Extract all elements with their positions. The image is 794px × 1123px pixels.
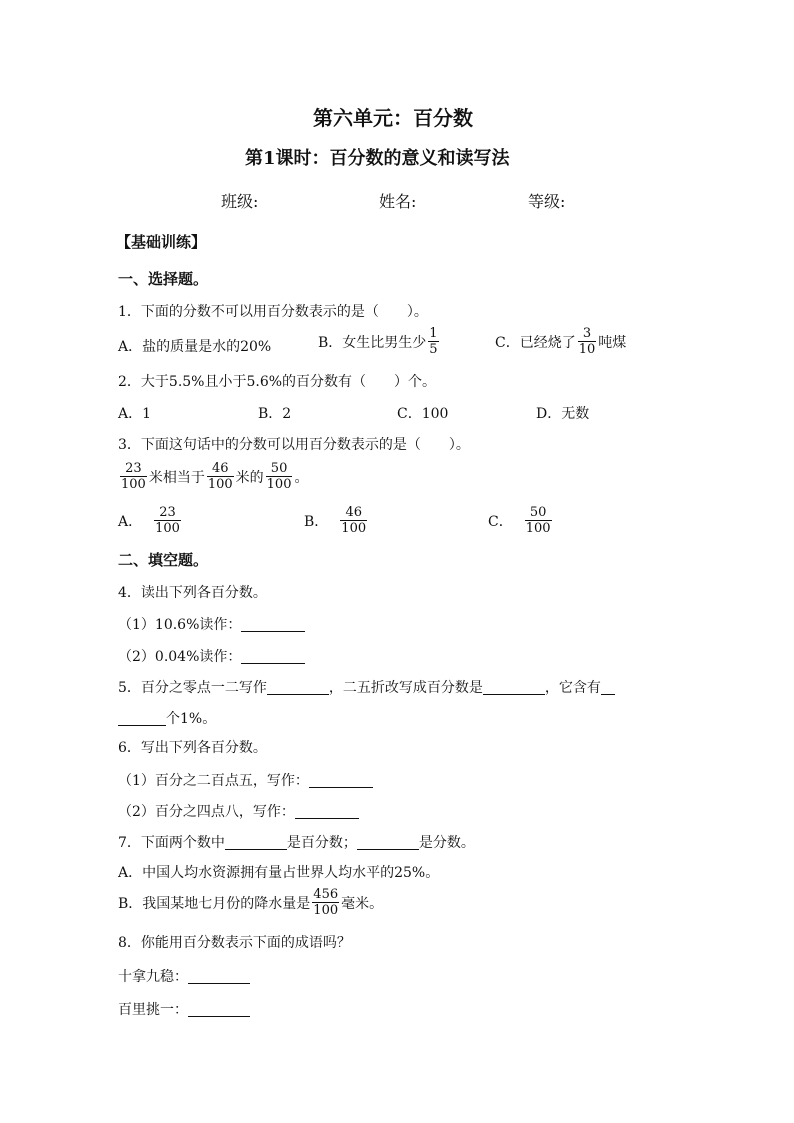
page-title: 第六单元：百分数 [313, 106, 473, 130]
lesson-subtitle: 第1课时：百分数的意义和读写法 [245, 148, 510, 169]
q3-option-c-fraction [525, 505, 552, 536]
q2-option-c: C．100 [397, 406, 449, 422]
q8-item-2 [118, 999, 250, 1019]
q1-option-c-fraction [578, 326, 597, 357]
q1-option-c-text: C．已经烧了 [495, 334, 576, 351]
q4-item-1-text: （1）10.6%读作： [118, 617, 242, 633]
q3-text-2: 米的 [235, 469, 264, 486]
answer-blank[interactable] [188, 969, 250, 984]
fraction-denominator: 100 [155, 521, 180, 536]
grade-label: 等级: [528, 192, 566, 211]
q4-item-1 [118, 614, 305, 634]
q4-item-2-text: （2）0.04%读作： [118, 649, 242, 665]
answer-blank[interactable] [601, 680, 615, 695]
fraction-denominator: 100 [266, 477, 292, 492]
q6-item-2-text: （2）百分之四点八，写作： [118, 804, 295, 820]
part-multiple-choice: 一、选择题。 [118, 270, 209, 288]
q8-item-1-text: 十拿九稳： [118, 969, 188, 985]
fraction-numerator: 46 [345, 505, 362, 520]
fraction-denominator: 5 [429, 342, 438, 357]
q5-line-2 [118, 708, 216, 728]
fraction-denominator: 100 [525, 521, 551, 536]
q3-option-b-fraction [340, 505, 367, 536]
q3-fraction-1 [120, 461, 147, 492]
q2-option-a: A．1 [118, 406, 152, 422]
q3-option-b [304, 505, 369, 536]
option-label: C． [488, 513, 513, 530]
q4-item-2 [118, 646, 305, 666]
q3-option-c [488, 505, 554, 536]
q7-item-b-text: B．我国某地七月份的降水量是 [118, 895, 311, 912]
option-label: A． [118, 513, 143, 530]
q1-stem: 1．下面的分数不可以用百分数表示的是（ ）。 [118, 304, 428, 320]
fraction-denominator: 100 [341, 521, 367, 536]
fraction-numerator: 23 [125, 461, 142, 476]
q5-text-1: 5．百分之零点一二写作 [118, 680, 267, 696]
fraction-numerator: 3 [582, 326, 592, 341]
fraction-numerator: 456 [313, 887, 339, 902]
q7-item-b-fraction [312, 887, 339, 918]
q8-item-1 [118, 966, 250, 986]
q6-stem: 6．写出下列各百分数。 [118, 740, 267, 756]
answer-blank[interactable] [309, 773, 373, 788]
q8-item-2-text: 百里挑一： [118, 1002, 188, 1018]
fraction-numerator: 23 [159, 505, 176, 520]
q3-option-a-fraction [154, 505, 181, 536]
fraction-denominator: 100 [207, 477, 233, 492]
q3-stem: 3．下面这句话中的分数可以用百分数表示的是（ ）。 [118, 437, 470, 453]
fraction-denominator: 100 [121, 477, 146, 492]
q7-text-3: 是分数。 [418, 835, 475, 851]
q6-item-1 [118, 770, 373, 790]
q6-item-1-text: （1）百分之二百点五，写作： [118, 773, 309, 789]
q7-item-b-suffix: 毫米。 [341, 895, 384, 912]
q6-item-2 [118, 801, 359, 821]
q2-stem: 2．大于5.5%且小于5.6%的百分数有（ ）个。 [118, 374, 437, 390]
q1-option-c-suffix: 吨煤 [598, 334, 627, 351]
fraction-denominator: 10 [578, 342, 596, 357]
q2-option-d: D．无数 [536, 406, 590, 422]
q1-option-c [495, 326, 626, 357]
section-basic-training: 【基础训练】 [116, 233, 207, 251]
fraction-numerator: 50 [529, 505, 547, 520]
q5-text-4: 个1%。 [166, 711, 217, 727]
answer-blank[interactable] [241, 617, 305, 632]
answer-blank[interactable] [241, 649, 305, 664]
answer-blank[interactable] [295, 804, 359, 819]
q7-text-2: 是百分数； [286, 835, 357, 851]
q8-stem: 8．你能用百分数表示下面的成语吗？ [118, 935, 351, 951]
q3-fraction-2 [207, 461, 234, 492]
answer-blank[interactable] [357, 835, 419, 850]
option-label: B． [304, 513, 329, 530]
q1-option-b [318, 326, 441, 357]
q7-stem [118, 832, 475, 852]
q2-option-b: B．2 [258, 406, 292, 422]
fraction-numerator: 1 [429, 326, 438, 341]
q7-item-a: A．中国人均水资源拥有量占世界人均水平的25%。 [118, 865, 440, 881]
q1-option-b-text: B．女生比男生少 [318, 334, 427, 351]
q3-fraction-3 [266, 461, 293, 492]
q7-item-b [118, 887, 383, 918]
q3-option-a [118, 505, 183, 536]
answer-blank[interactable] [483, 680, 545, 695]
answer-blank[interactable] [225, 835, 287, 850]
class-label: 班级: [221, 192, 259, 211]
q3-sentence [118, 461, 308, 492]
q7-text-1: 7．下面两个数中 [118, 835, 225, 851]
q5-text-2: ，二五折改写成百分数是 [328, 680, 483, 696]
fraction-numerator: 50 [270, 461, 288, 476]
part-fill-in: 二、填空题。 [118, 551, 209, 569]
fraction-denominator: 100 [313, 903, 339, 918]
q5-text-3: ，它含有 [544, 680, 601, 696]
answer-blank[interactable] [267, 680, 329, 695]
q3-text-1: 米相当于 [148, 469, 205, 486]
q3-text-3: 。 [294, 469, 309, 486]
name-label: 姓名: [379, 192, 417, 211]
q5-line-1 [118, 677, 615, 697]
q4-stem: 4．读出下列各百分数。 [118, 585, 267, 601]
q1-option-a: A．盐的质量是水的20% [118, 339, 272, 355]
fraction-numerator: 46 [211, 461, 229, 476]
answer-blank[interactable] [118, 711, 166, 726]
q1-option-b-fraction [428, 326, 438, 357]
answer-blank[interactable] [188, 1002, 250, 1017]
